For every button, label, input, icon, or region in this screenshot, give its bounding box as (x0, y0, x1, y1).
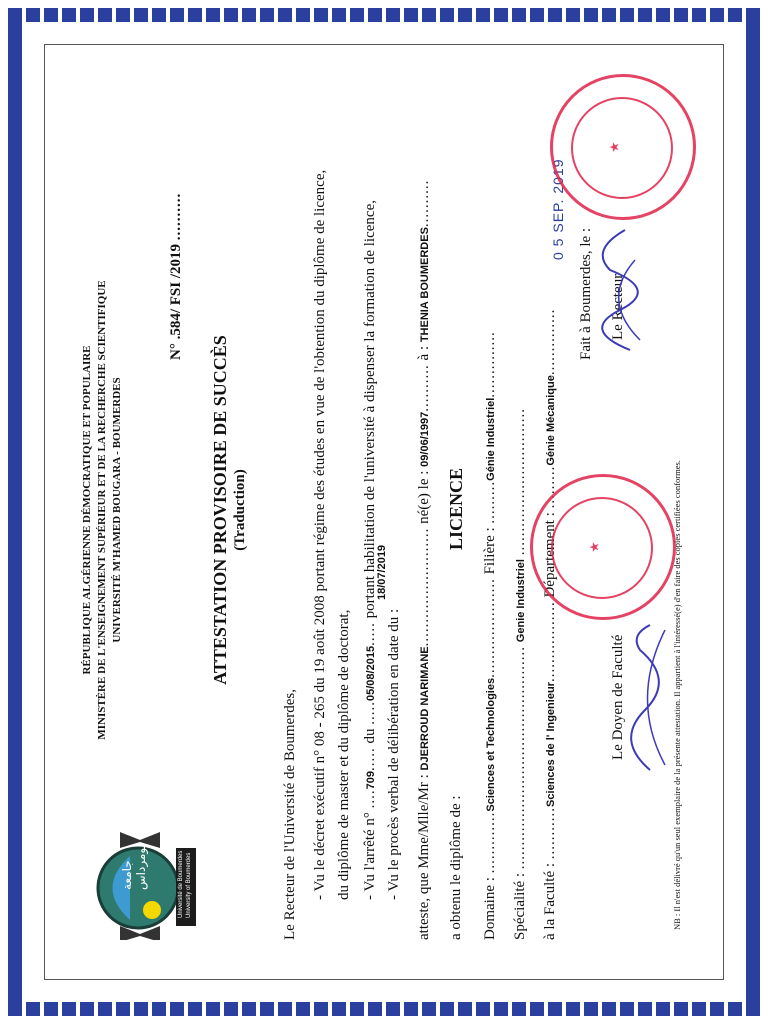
document-title: ATTESTATION PROVISOIRE DE SUCCÈS (210, 335, 230, 685)
doyen-signature (610, 620, 680, 780)
faculte-label: à la Faculté : (542, 862, 558, 940)
atteste-prefix: atteste, que Mme/Mlle/Mr : (416, 774, 432, 940)
logo-caption-en: University of Boumerdes (186, 852, 192, 918)
birth-place: THENIA BOUMERDES (419, 227, 431, 343)
fait-a: Fait à Boumerdes, le : (578, 227, 594, 360)
doyen-label: Le Doyen de Faculté (610, 634, 626, 760)
birth-place-label: à : (416, 345, 432, 361)
recteur-label: Le Recteur (610, 273, 626, 340)
domaine-label: Domaine : (482, 877, 498, 940)
decree-line-1: - Vu le décret exécutif n° 08 - 265 du 19 août 2008 portant régime des études en vue de l'obtention du diplôme de licence, (312, 169, 328, 900)
header-ministry: MINISTÈRE DE L'ENSEIGNEMENT SUPÉRIEUR ET DE LA RECHERCHE SCIENTIFIQUE (96, 280, 108, 740)
diplome-value: LICENCE (446, 467, 466, 550)
arrete-date: 05/08/2015 (365, 645, 377, 701)
specialite-label: Spécialité : (512, 872, 528, 940)
arrete-du: du (362, 728, 378, 744)
recteur-signature (570, 220, 660, 360)
faculte-line: à la Faculté : ...........Sciences de l' Ingenieur................. Département : .........Génie Mécanique.............. (542, 308, 558, 940)
certificate-content (50, 60, 710, 960)
candidate-name: DJERROUD NARIMANE (419, 646, 431, 771)
faculty-stamp: ★ (530, 474, 676, 620)
domaine-line: Domaine : .............Sciences et Technologies..................... Filière : .........Génie Industriel.............. (482, 331, 498, 940)
reference-number: N° .584/ FSI /2019 .......... (168, 192, 184, 360)
pv-prefix: - Vu le procès verbal de délibération en date du : (386, 608, 402, 900)
pv-date: 18/07/2019 (376, 544, 388, 600)
filiere-value: Génie Industriel (485, 397, 497, 481)
document-subtitle: (Traduction) (232, 469, 248, 551)
header (80, 60, 125, 960)
born-label: né(e) le : (416, 470, 432, 524)
atteste-line: atteste, que Mme/Mlle/Mr : DJERROUD NARIMANE......................... né(e) le : 09/06/1997.......... à : THENIA BOUMERDES.......... (416, 179, 432, 940)
university-stamp: ★ (550, 74, 696, 220)
decree-line-2: du diplôme de master et du diplôme de doctorat, (336, 609, 352, 900)
arrete-prefix: - Vu l'arrêté n° (362, 812, 378, 900)
arrete-number: 709 (365, 770, 377, 790)
specialite-value: Genie Industriel (515, 559, 527, 643)
logo-arabic: جامعة بومرداس (120, 844, 148, 890)
departement-value: Génie Mécanique (545, 375, 557, 466)
reference-value: .584/ FSI /2019 (168, 243, 184, 340)
header-university: UNIVERSITÉ M'HAMED BOUGARA - BOUMERDES (111, 377, 123, 643)
diplome-label: a obtenu le diplôme de : (448, 795, 464, 940)
header-republic: RÉPUBLIQUE ALGÉRIENNE DÉMOCRATIQUE ET POPULAIRE (81, 345, 93, 675)
domaine-value: Sciences et Technologies (485, 677, 497, 812)
departement-label: Département : (542, 512, 558, 598)
signature-date: 0 5 SEP. 2019 (550, 158, 566, 260)
specialite-line: Spécialité : ............................................... Genie Industriel ............................... (512, 408, 528, 940)
logo-caption-fr: Université de Boumerdes (178, 850, 184, 918)
filiere-label: Filière : (482, 527, 498, 575)
faculte-value: Sciences de l' Ingenieur (545, 682, 557, 807)
arrete-suffix: portant habilitation de l'université à dispenser la formation de licence, (362, 200, 378, 619)
reference-label: N° (168, 343, 184, 360)
birth-date: 09/06/1997 (419, 411, 431, 467)
nb-note: NB : Il n'est délivré qu'un seul exemplaire de la présente attestation. Il appartient à l'intéressé(e) d'en faire des copies certifiées conformes. (672, 460, 682, 930)
arrete-line: - Vu l'arrêté n° ....709..... du .....05/08/2015..... portant habilitation de l'université à dispenser la formation de licence, (362, 200, 378, 900)
intro-line: Le Recteur de l'Université de Boumerdes, (282, 689, 298, 940)
pv-line (386, 609, 403, 900)
